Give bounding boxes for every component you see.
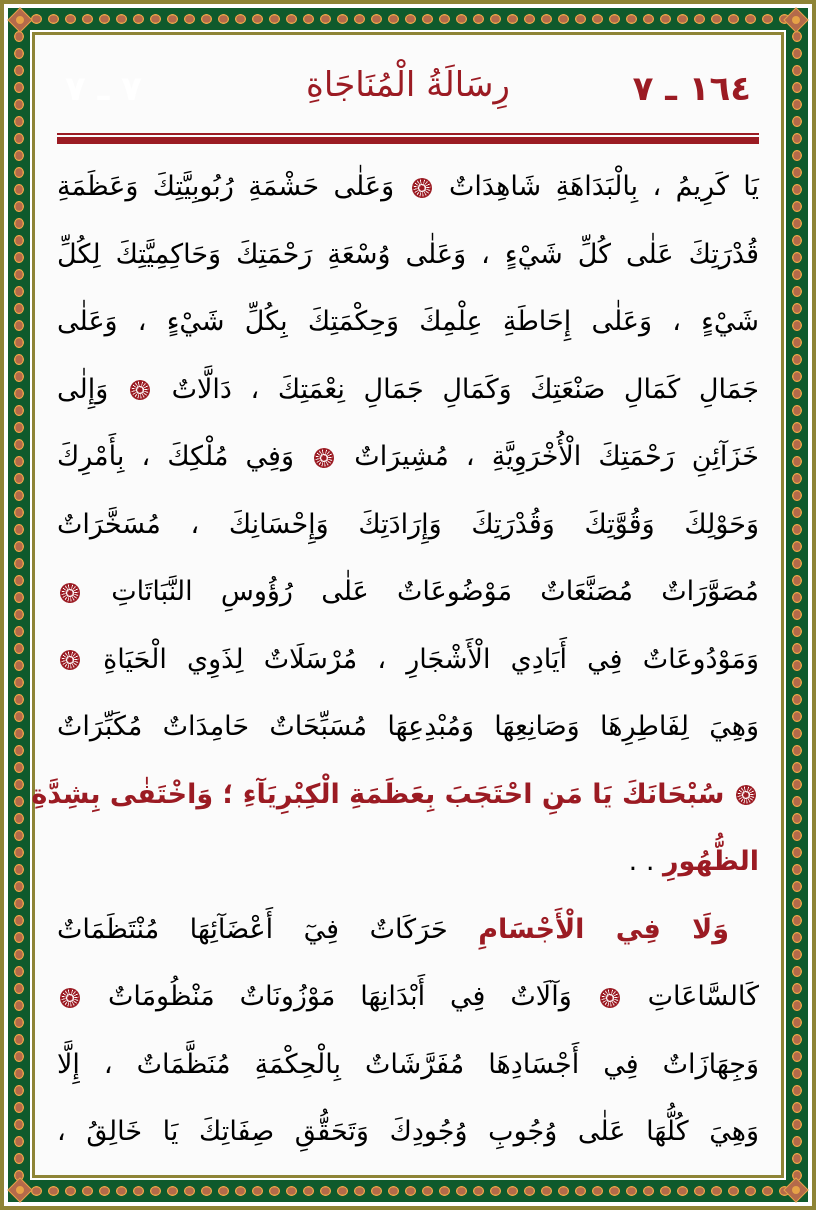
header-rule-thick <box>57 137 759 144</box>
header-rule-thin <box>57 133 759 135</box>
text-line <box>57 828 759 896</box>
text-segment: . . <box>628 846 655 877</box>
text-segment: شَيْءٍ ، وَعَلٰى إِحَاطَةِ عِلْمِكَ وَحِكْمَتِكَ بِكُلِّ شَيْءٍ ، وَعَلٰى <box>57 306 759 337</box>
text-segment: وَحَوْلِكَ وَقُوَّتِكَ وَقُدْرَتِكَ وَإِرَادَتِكَ وَإِحْسَانِكَ ، مُسَخَّرَاتٌ <box>57 508 759 540</box>
text-line <box>57 153 759 221</box>
text-segment: وَعَلٰى حَشْمَةِ رُبُوبِيَّتِكَ وَعَظَمَةِ <box>57 171 395 202</box>
text-segment: وَجِهَازَاتٌ فِي أَجْسَادِهَا مُفَرَّشَاتٌ بِالْحِكْمَةِ مُنَظَّمَاتٌ ، إِلَّا <box>57 1048 759 1080</box>
faint-page-number: ٧ ـ ٧ <box>65 69 142 109</box>
text-segment: جَمَالِ كَمَالِ صَنْعَتِكَ وَكَمَالِ جَمَالِ نِعْمَتِكَ ، دَالَّاتٌ <box>171 373 759 405</box>
text-line <box>57 288 759 356</box>
rosette-icon <box>412 178 432 198</box>
chain-pattern-top <box>28 12 788 26</box>
chain-pattern-left <box>12 28 26 1182</box>
text-segment: وَمَوْدُوعَاتٌ فِي أَيَادِي الْأَشْجَارِ ، مُرْسَلَاتٌ لِذَوِي الْحَيَاةِ <box>103 643 759 675</box>
text-segment: وَهِيَ لِفَاطِرِهَا وَصَانِعِهَا وَمُبْدِعِهَا مُسَبِّحَاتٌ حَامِدَاتٌ مُكَبِّرَاتٌ <box>57 711 759 742</box>
text-line <box>57 558 759 626</box>
text-segment: وَإِلٰى <box>57 373 109 405</box>
page-number: ١٦٤ ـ ٧ <box>632 69 751 109</box>
page-header <box>57 63 759 123</box>
text-line <box>57 693 759 761</box>
text-segment: خَزَآئِنِ رَحْمَتِكَ الْأُخْرَوِيَّةِ ، مُشِيرَاتٌ <box>354 441 759 472</box>
text-segment: حَرَكَاتٌ فِيٓ أَعْضَآئِهَا مُنْتَظَمَاتٌ <box>57 913 448 945</box>
rosette-icon <box>60 988 80 1008</box>
text-line <box>57 896 759 964</box>
rosette-icon <box>736 785 756 805</box>
text-line <box>31 761 759 829</box>
body-text <box>31 153 759 1166</box>
chain-pattern-bottom <box>28 1184 788 1198</box>
highlighted-text: الظُّهُورِ <box>663 846 759 877</box>
text-line <box>57 423 759 491</box>
rosette-icon <box>314 448 334 468</box>
corner-ornament-icon <box>783 1177 808 1202</box>
text-line <box>57 491 759 559</box>
rosette-icon <box>600 988 620 1008</box>
text-segment: وَهِيَ كُلُّهَا عَلٰى وُجُوبِ وُجُودِكَ وَتَحَقُّقِ صِفَاتِكَ يَا خَالِقُ ، <box>57 1116 759 1147</box>
rosette-icon <box>60 583 80 603</box>
page-title: رِسَالَةُ الْمُنَاجَاةِ <box>306 65 510 105</box>
highlighted-text: سُبْحَانَكَ يَا مَنِ احْتَجَبَ بِعَظَمَةِ الْكِبْرِيَآءِ ؛ وَاخْتَفٰى بِشِدَّةِ <box>31 778 725 810</box>
text-segment: مُصَوَّرَاتٌ مُصَنَّعَاتٌ مَوْضُوعَاتٌ عَلٰى رُؤُوسِ النَّبَاتَاتِ <box>111 576 759 607</box>
text-segment: وَفِي مُلْكِكَ ، بِأَمْرِكَ <box>57 441 294 472</box>
text-segment: يَا كَرِيمُ ، بِالْبَدَاهَةِ شَاهِدَاتٌ <box>448 171 759 202</box>
text-line <box>57 356 759 424</box>
page-content <box>31 35 781 1175</box>
rosette-icon <box>130 380 150 400</box>
text-line <box>57 963 759 1031</box>
highlighted-text: وَلَا فِي الْأَجْسَامِ <box>478 913 729 945</box>
text-line <box>57 221 759 289</box>
text-segment: كَالسَّاعَاتِ <box>647 981 759 1012</box>
text-line <box>57 1098 759 1166</box>
text-segment: قُدْرَتِكَ عَلٰى كُلِّ شَيْءٍ ، وَعَلٰى وُسْعَةِ رَحْمَتِكَ وَحَاكِمِيَّتِكَ لِكُلِّ <box>57 238 759 270</box>
rosette-icon <box>60 650 80 670</box>
text-line <box>57 1031 759 1099</box>
text-segment: وَآلَاتٌ فِي أَبْدَانِهَا مَوْزُونَاتٌ مَنْظُومَاتٌ <box>107 981 572 1012</box>
text-line <box>57 626 759 694</box>
chain-pattern-right <box>790 28 804 1182</box>
